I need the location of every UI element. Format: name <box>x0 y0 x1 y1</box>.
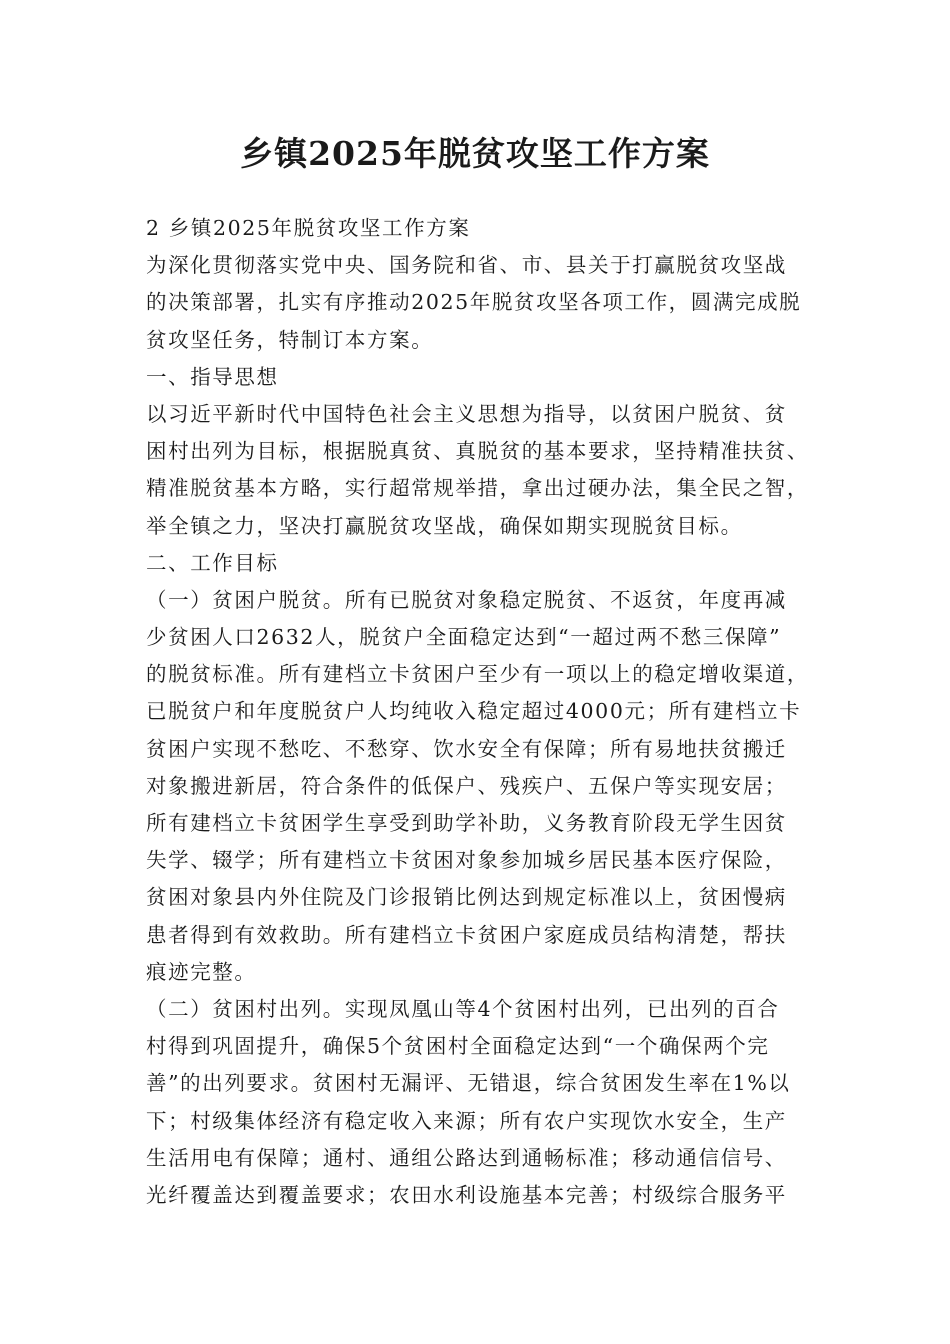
body-line: 以习近平新时代中国特色社会主义思想为指导，以贫困户脱贫、贫 <box>146 401 787 426</box>
body-line: 痕迹完整。 <box>146 959 257 984</box>
body-line: 村得到巩固提升，确保5个贫困村全面稳定达到“一个确保两个完 <box>146 1034 770 1059</box>
body-line: 举全镇之力，坚决打赢脱贫攻坚战，确保如期实现脱贫目标。 <box>146 513 743 538</box>
body-line: 生活用电有保障；通村、通组公路达到通畅标准；移动通信信号、 <box>146 1145 787 1170</box>
body-line: （二）贫困村出列。实现凤凰山等4个贫困村出列，已出列的百合 <box>146 996 780 1021</box>
body-line: 所有建档立卡贫困学生享受到助学补助，义务教育阶段无学生因贫 <box>146 811 787 835</box>
body-line: 精准脱贫基本方略，实行超常规举措，拿出过硬办法，集全民之智， <box>146 476 809 501</box>
document-body <box>146 210 836 1214</box>
section-heading: 二、工作目标 <box>146 550 279 575</box>
body-line: 下；村级集体经济有稳定收入来源；所有农户实现饮水安全，生产 <box>146 1108 787 1133</box>
body-line: 对象搬进新居，符合条件的低保户、残疾户、五保户等实现安居； <box>146 773 787 798</box>
body-line: 贫攻坚任务，特制订本方案。 <box>146 327 434 352</box>
body-line: （一）贫困户脱贫。所有已脱贫对象稳定脱贫、不返贫，年度再减 <box>146 587 787 612</box>
body-line: 困村出列为目标，根据脱真贫、真脱贫的基本要求，坚持精准扶贫、 <box>146 439 809 464</box>
section-heading: 一、指导思想 <box>146 364 279 389</box>
body-line: 患者得到有效救助。所有建档立卡贫困户家庭成员结构清楚，帮扶 <box>146 922 787 947</box>
body-line: 已脱贫户和年度脱贫户人均纯收入稳定超过4000元；所有建档立卡 <box>146 699 802 724</box>
body-line: 善”的出列要求。贫困村无漏评、无错退，综合贫困发生率在1%以 <box>146 1071 791 1096</box>
body-line: 的脱贫标准。所有建档立卡贫困户至少有一项以上的稳定增收渠道， <box>146 662 809 687</box>
body-line: 少贫困人口2632人，脱贫户全面稳定达到“一超过两不愁三保障” <box>146 625 782 650</box>
body-line: 为深化贯彻落实党中央、国务院和省、市、县关于打赢脱贫攻坚战 <box>146 253 787 278</box>
document-title: 乡镇2025年脱贫攻坚工作方案 <box>240 134 710 173</box>
body-line: 贫困户实现不愁吃、不愁穿、饮水安全有保障；所有易地扶贫搬迁 <box>146 736 787 761</box>
body-line: 的决策部署，扎实有序推动2025年脱贫攻坚各项工作，圆满完成脱 <box>146 290 802 315</box>
body-line: 失学、辍学；所有建档立卡贫困对象参加城乡居民基本医疗保险， <box>146 848 787 873</box>
body-line: 光纤覆盖达到覆盖要求；农田水利设施基本完善；村级综合服务平 <box>146 1182 787 1207</box>
body-line: 2 乡镇2025年脱贫攻坚工作方案 <box>146 216 471 240</box>
body-line: 贫困对象县内外住院及门诊报销比例达到规定标准以上，贫困慢病 <box>146 885 787 910</box>
